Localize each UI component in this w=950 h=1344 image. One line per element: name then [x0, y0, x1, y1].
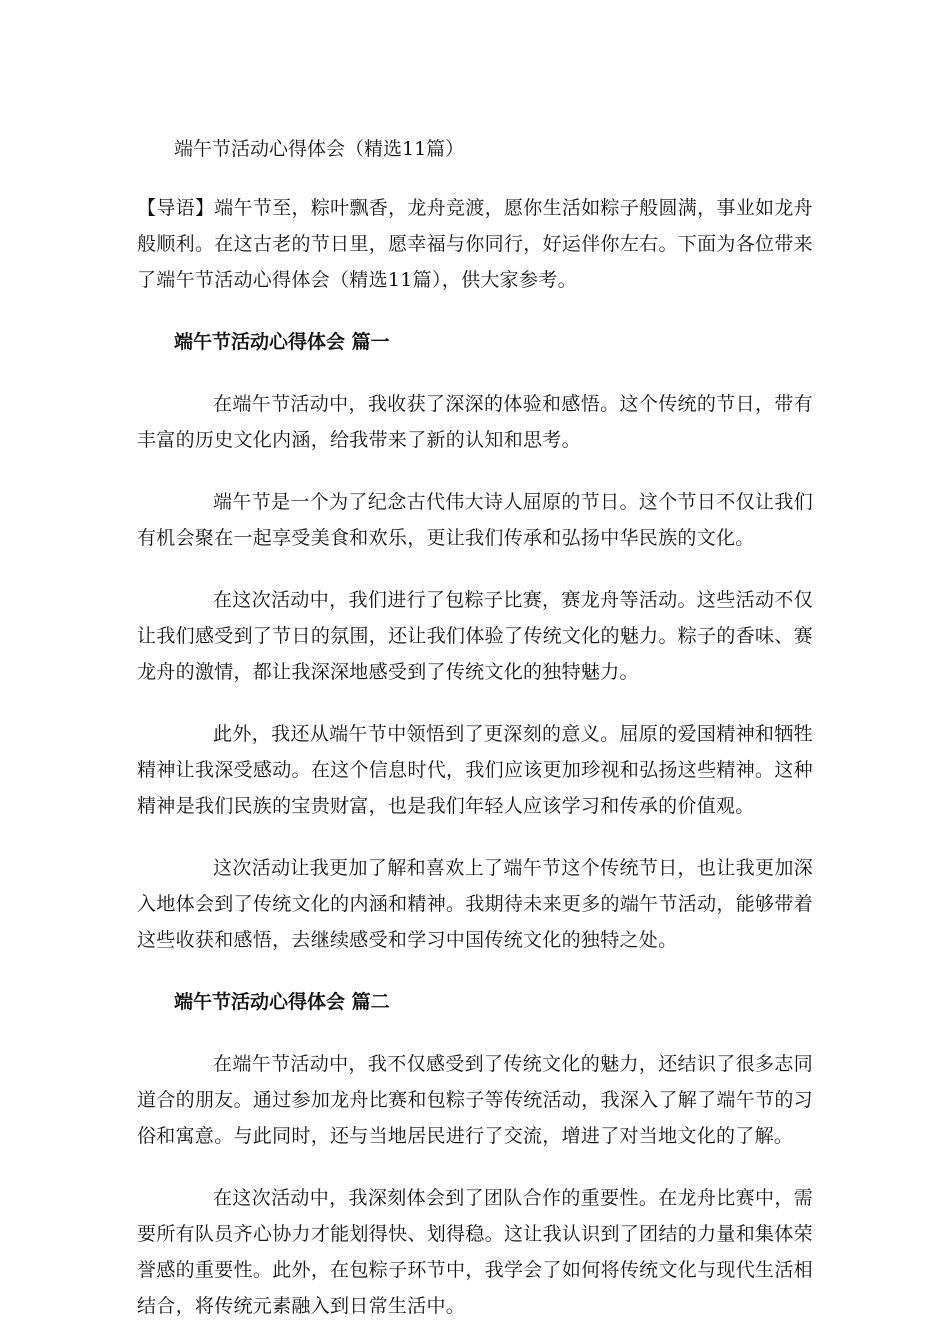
paragraph: 端午节是一个为了纪念古代伟大诗人屈原的节日。这个节日不仅让我们有机会聚在一起享受美食和欢乐，更让我们传承和弘扬中华民族的文化。 [137, 491, 813, 549]
section-heading-1: 端午节活动心得体会 篇一 [174, 331, 390, 353]
paragraph: 在端午节活动中，我收获了深深的体验和感悟。这个传统的节日，带有丰富的历史文化内涵，给我带来了新的认知和思考。 [137, 393, 813, 451]
paragraph: 在这次活动中，我们进行了包粽子比赛，赛龙舟等活动。这些活动不仅让我们感受到了节日的氛围，还让我们体验了传统文化的魅力。粽子的香味、赛龙舟的激情，都让我深深地感受到了传统文化的独特魅力。 [137, 589, 813, 683]
document-title: 端午节活动心得体会（精选11篇） [174, 138, 465, 160]
document-body [137, 130, 813, 1324]
paragraph: 这次活动让我更加了解和喜欢上了端午节这个传统节日，也让我更加深入地体会到了传统文化的内涵和精神。我期待未来更多的端午节活动，能够带着这些收获和感悟，去继续感受和学习中国传统文化的独特之处。 [137, 857, 813, 951]
paragraph: 在这次活动中，我深刻体会到了团队合作的重要性。在龙舟比赛中，需要所有队员齐心协力才能划得快、划得稳。这让我认识到了团结的力量和集体荣誉感的重要性。此外，在包粽子环节中，我学会了如何将传统文化与现代生活相结合，将传统元素融入到日常生活中。 [137, 1187, 813, 1317]
paragraph: 此外，我还从端午节中领悟到了更深刻的意义。屈原的爱国精神和牺牲精神让我深受感动。在这个信息时代，我们应该更加珍视和弘扬这些精神。这种精神是我们民族的宝贵财富，也是我们年轻人应该学习和传承的价值观。 [137, 723, 813, 817]
intro-paragraph: 【导语】端午节至，粽叶飘香，龙舟竞渡，愿你生活如粽子般圆满，事业如龙舟般顺利。在这古老的节日里，愿幸福与你同行，好运伴你左右。下面为各位带来了端午节活动心得体会（精选11篇），供大家参考。 [137, 197, 813, 291]
paragraph: 在端午节活动中，我不仅感受到了传统文化的魅力，还结识了很多志同道合的朋友。通过参加龙舟比赛和包粽子等传统活动，我深入了解了端午节的习俗和寓意。与此同时，还与当地居民进行了交流，增进了对当地文化的了解。 [137, 1053, 813, 1147]
section-heading-2: 端午节活动心得体会 篇二 [174, 991, 390, 1013]
